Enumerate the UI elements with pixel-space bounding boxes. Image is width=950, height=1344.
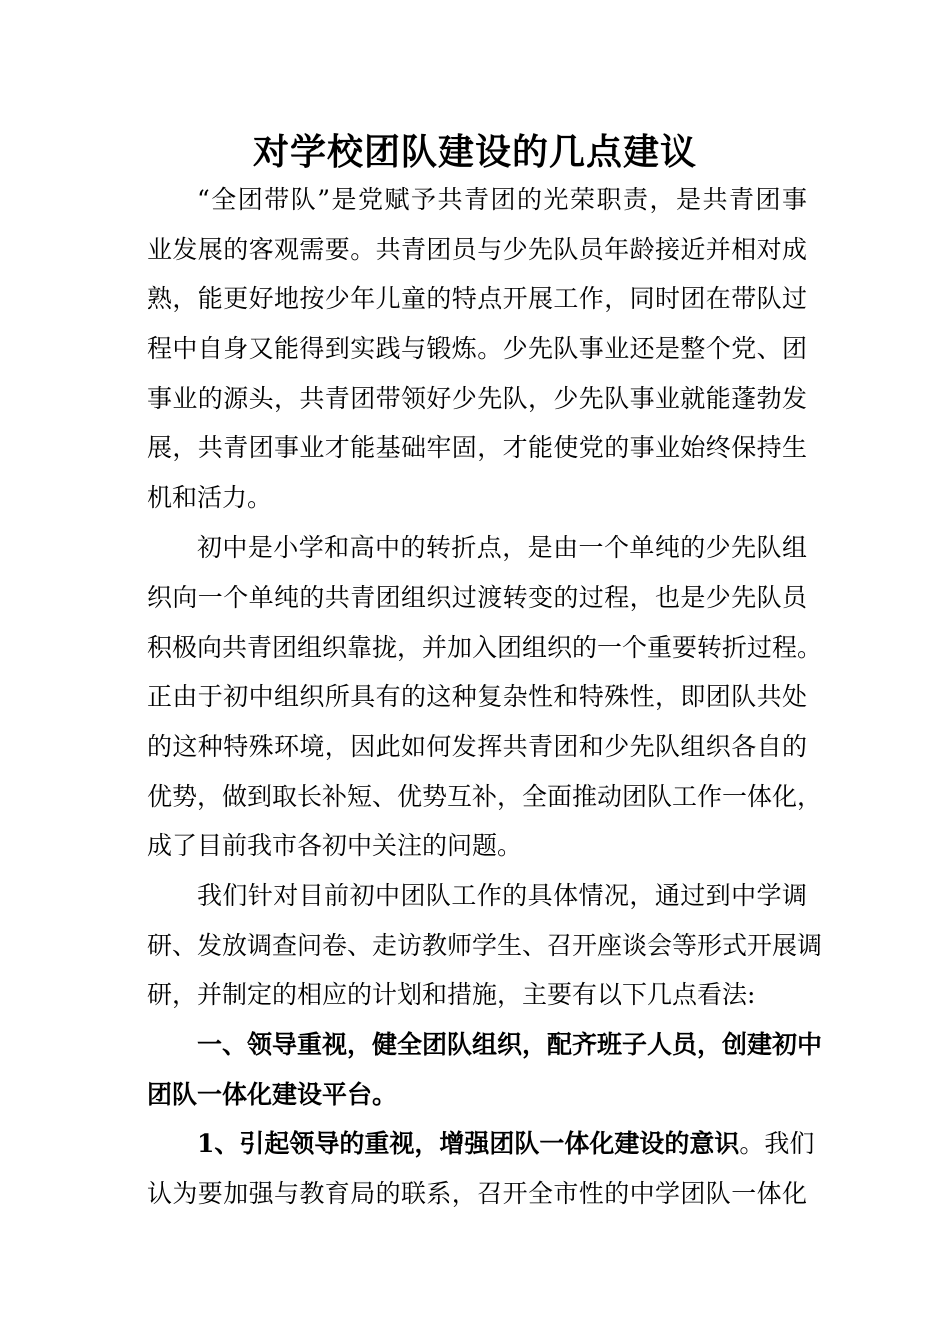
- heading-line: 一、领导重视，健全团队组织，配齐班子人员，创建初中: [197, 1030, 823, 1059]
- text-line: 程中自身又能得到实践与锻炼。少先队事业还是整个党、团: [147, 334, 807, 363]
- subsection-heading: 1、引起领导的重视，增强团队一体化建设的意识: [197, 1129, 740, 1158]
- text-line: 成了目前我市各初中关注的问题。: [147, 831, 523, 860]
- text-line: 优势，做到取长补短、优势互补，全面推动团队工作一体化，: [147, 782, 823, 811]
- text-run: 。我们: [739, 1129, 815, 1158]
- text-line: 研，并制定的相应的计划和措施，主要有以下几点看法:: [147, 980, 756, 1009]
- text-line: 初中是小学和高中的转折点，是由一个单纯的少先队组: [197, 533, 807, 562]
- text-line: 研、发放调查问卷、走访教师学生、召开座谈会等形式开展调: [147, 931, 823, 960]
- text-line: 积极向共青团组织靠拢，并加入团组织的一个重要转折过程。: [147, 633, 823, 662]
- text-line: “全团带队”是党赋予共青团的光荣职责，是共青团事: [197, 185, 807, 214]
- text-line: 正由于初中组织所具有的这种复杂性和特殊性，即团队共处: [147, 682, 807, 711]
- text-line: 的这种特殊环境，因此如何发挥共青团和少先队组织各自的: [147, 732, 807, 761]
- text-line: 事业的源头，共青团带领好少先队，少先队事业就能蓬勃发: [147, 384, 807, 413]
- text-line: 我们针对目前初中团队工作的具体情况，通过到中学调: [197, 881, 807, 910]
- text-line: 织向一个单纯的共青团组织过渡转变的过程，也是少先队员: [147, 583, 807, 612]
- text-line: 熟，能更好地按少年儿童的特点开展工作，同时团在带队过: [147, 284, 807, 313]
- heading-line: 团队一体化建设平台。: [147, 1080, 398, 1109]
- text-line: [197, 1124, 815, 1164]
- text-line: 认为要加强与教育局的联系，召开全市性的中学团队一体化: [147, 1179, 807, 1208]
- text-line: 业发展的客观需要。共青团员与少先队员年龄接近并相对成: [147, 235, 807, 264]
- text-line: 展，共青团事业才能基础牢固，才能使党的事业始终保持生: [147, 433, 807, 462]
- document-title: 对学校团队建设的几点建议: [252, 131, 697, 173]
- text-line: 机和活力。: [147, 483, 273, 512]
